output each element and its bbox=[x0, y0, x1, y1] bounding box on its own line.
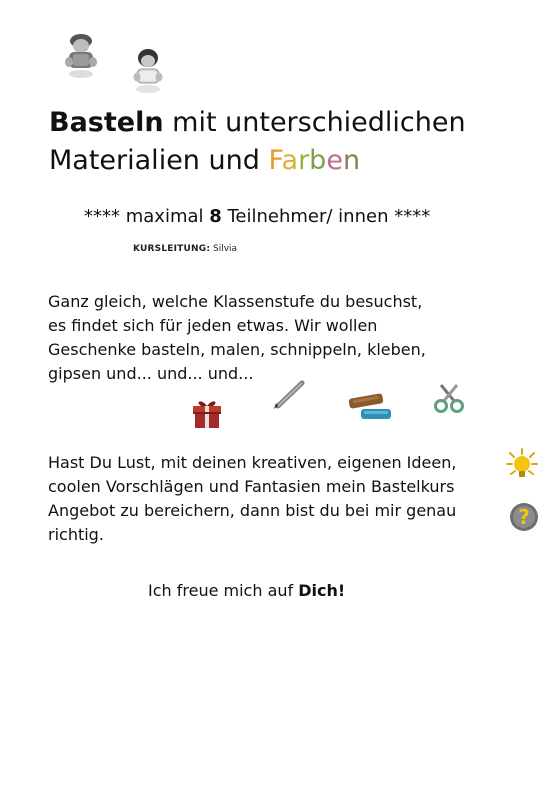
title-line-2-start: Materialien und bbox=[49, 145, 269, 176]
invite-line: coolen Vorschlägen und Fantasien mein Bastelkurs bbox=[48, 477, 455, 496]
title-colored-letter: F bbox=[268, 145, 282, 176]
svg-text:?: ? bbox=[518, 505, 530, 529]
title-colored-letter: e bbox=[326, 145, 343, 176]
limit-prefix: **** maximal bbox=[84, 206, 210, 227]
intro-line: Geschenke basteln, malen, schnippeln, kleben, bbox=[48, 340, 426, 359]
lightbulb-icon bbox=[505, 447, 539, 481]
girl-figure-icon bbox=[126, 46, 170, 94]
intro-line: Ganz gleich, welche Klassenstufe du besuchst, bbox=[48, 292, 423, 311]
limit-suffix: Teilnehmer/ innen **** bbox=[221, 206, 431, 227]
scissors-icon bbox=[433, 382, 465, 414]
course-leader-label: KURSLEITUNG: bbox=[133, 244, 211, 254]
question-mark-icon bbox=[508, 501, 540, 533]
title-colored-word bbox=[268, 145, 360, 176]
title-line-1 bbox=[49, 104, 529, 142]
title-colored-letter: r bbox=[298, 145, 310, 176]
intro-paragraph bbox=[48, 290, 426, 386]
closing-text: Ich freue mich auf bbox=[148, 581, 299, 600]
title-colored-letter: b bbox=[309, 145, 327, 176]
limit-number: 8 bbox=[209, 206, 222, 227]
title-bold-word: Basteln bbox=[49, 107, 164, 138]
title-colored-letter: a bbox=[281, 145, 299, 176]
intro-line: es findet sich für jeden etwas. Wir wollen bbox=[48, 316, 378, 335]
title-colored-letter: n bbox=[342, 145, 361, 176]
invite-line: Hast Du Lust, mit deinen kreativen, eigenen Ideen, bbox=[48, 453, 457, 472]
invite-line: Angebot zu bereichern, dann bist du bei mir genau bbox=[48, 501, 457, 520]
participant-limit bbox=[84, 206, 430, 227]
invite-paragraph bbox=[48, 451, 456, 547]
intro-line: gipsen und... und... und... bbox=[48, 364, 254, 383]
page-title bbox=[49, 104, 529, 180]
closing-emphasis: Dich! bbox=[298, 581, 346, 600]
gift-icon bbox=[191, 398, 223, 430]
course-leader-name: Silvia bbox=[213, 244, 238, 254]
invite-line: richtig. bbox=[48, 525, 104, 544]
boy-figure-icon bbox=[59, 30, 103, 78]
title-line-2 bbox=[49, 142, 529, 180]
course-leader bbox=[133, 244, 237, 254]
closing-line bbox=[148, 581, 345, 600]
sticks-icon bbox=[347, 391, 393, 425]
pencil-icon bbox=[272, 380, 306, 410]
title-line-1-rest: mit unterschiedlichen bbox=[163, 107, 466, 138]
